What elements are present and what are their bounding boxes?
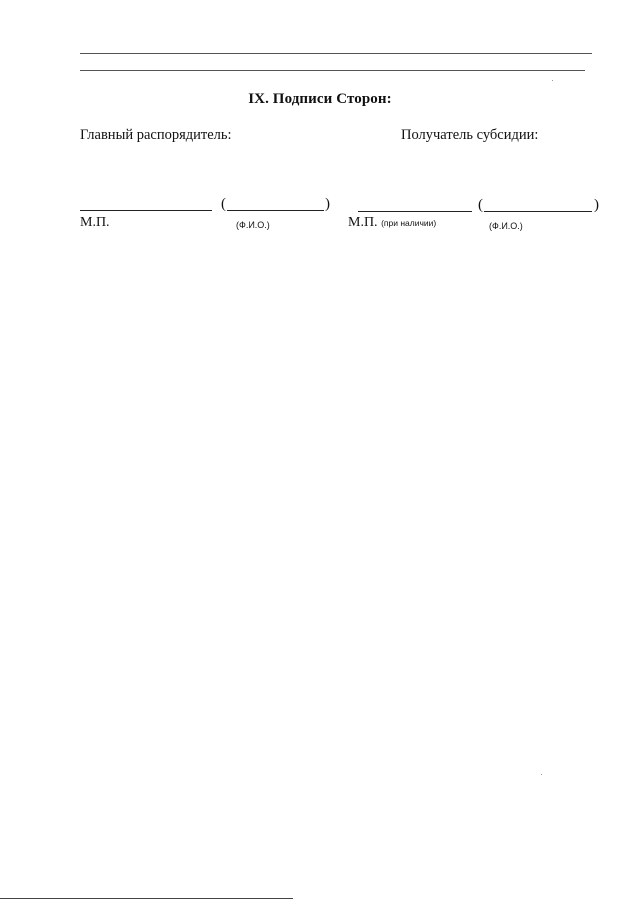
left-seal-mark: М.П. (80, 215, 110, 230)
right-seal-note: (при наличии) (381, 218, 437, 228)
right-name-line (484, 211, 592, 212)
bottom-edge-rule (0, 898, 293, 899)
right-seal-mark (348, 215, 436, 231)
section-title: IX. Подписи Сторон: (248, 91, 392, 107)
left-name-line (227, 210, 324, 211)
left-signature-line (80, 210, 212, 211)
right-name-bracket-open: ( (478, 197, 483, 213)
top-rule-2 (80, 70, 585, 71)
left-name-bracket-close: ) (325, 196, 330, 212)
scan-speck (541, 774, 542, 775)
right-signature-line (358, 211, 472, 212)
left-name-bracket-open: ( (221, 196, 226, 212)
right-seal-label: М.П. (348, 215, 378, 230)
right-name-bracket-close: ) (594, 197, 599, 213)
left-party-label: Главный распорядитель: (80, 127, 232, 143)
right-name-caption: (Ф.И.О.) (489, 221, 523, 231)
right-party-label: Получатель субсидии: (401, 127, 539, 143)
left-name-caption: (Ф.И.О.) (236, 220, 270, 230)
top-rule-1 (80, 53, 592, 54)
scan-speck (552, 80, 553, 81)
